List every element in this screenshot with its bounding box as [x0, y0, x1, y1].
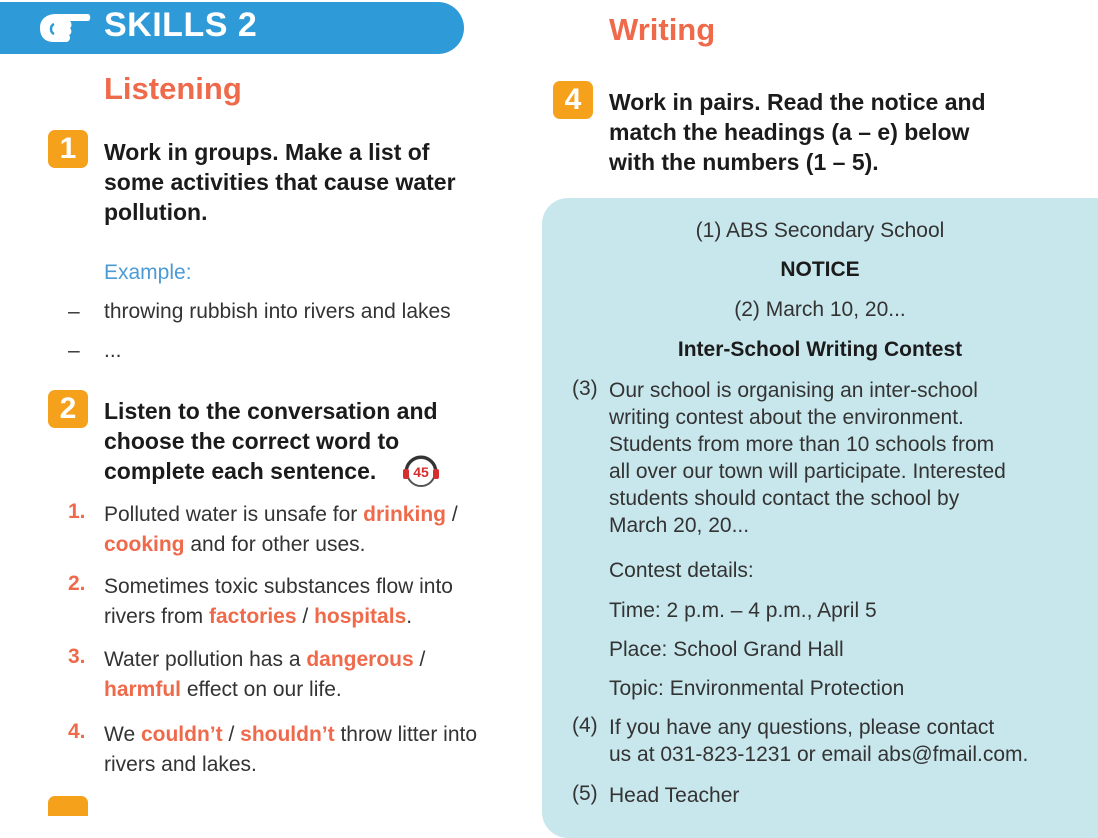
- notice-line: If you have any questions, please contact: [609, 716, 995, 739]
- option-separator: /: [222, 723, 241, 746]
- listening-heading: Listening: [104, 71, 242, 106]
- notice-line: writing contest about the environment.: [609, 406, 964, 429]
- instruction-line: complete each sentence.: [104, 458, 377, 484]
- page-title: SKILLS 2: [104, 6, 258, 44]
- sentence-text: and for other uses.: [184, 533, 366, 556]
- notice-details-label: Contest details:: [609, 559, 754, 582]
- task4-instruction: [609, 87, 986, 177]
- answer-option: couldn’t: [140, 723, 223, 746]
- list-number: 3.: [68, 645, 86, 668]
- writing-heading: Writing: [609, 12, 716, 47]
- example-label: Example:: [104, 261, 192, 284]
- instruction-line: with the numbers (1 – 5).: [609, 149, 879, 175]
- task-number-badge: 4: [553, 81, 593, 119]
- notice-title: NOTICE: [780, 258, 860, 281]
- bullet-text: ...: [104, 339, 122, 362]
- list-item: [104, 645, 524, 705]
- option-separator: /: [445, 503, 458, 526]
- sentence-text: rivers and lakes.: [104, 753, 257, 776]
- notice-date: (2) March 10, 20...: [734, 298, 906, 321]
- answer-option: factories: [209, 605, 297, 628]
- notice-contest-title: Inter-School Writing Contest: [677, 338, 963, 361]
- instruction-line: pollution.: [104, 199, 208, 225]
- task2-instruction: [104, 396, 438, 486]
- notice-line: all over our town will participate. Interested: [609, 460, 1006, 483]
- notice-para-number: (5): [572, 782, 598, 805]
- instruction-line: Work in groups. Make a list of: [104, 139, 430, 165]
- sentence-text: rivers from: [104, 605, 209, 628]
- notice-para-number: (3): [572, 377, 598, 400]
- audio-track-icon[interactable]: [400, 455, 442, 487]
- task1-instruction: [104, 137, 456, 227]
- answer-option: drinking: [363, 503, 446, 526]
- list-item: [104, 500, 524, 560]
- sentence-text: We: [104, 723, 141, 746]
- answer-option: cooking: [104, 533, 185, 556]
- instruction-line: Work in pairs. Read the notice and: [609, 89, 986, 115]
- list-number: 2.: [68, 572, 86, 595]
- bullet-dash: –: [68, 339, 80, 362]
- instruction-line: Listen to the conversation and: [104, 398, 438, 424]
- option-separator: /: [413, 648, 426, 671]
- answer-option: harmful: [104, 678, 182, 701]
- pointing-hand-icon: [36, 10, 92, 46]
- notice-line: Our school is organising an inter-school: [609, 379, 978, 402]
- notice-topic: Topic: Environmental Protection: [609, 677, 905, 700]
- list-number: 1.: [68, 500, 86, 523]
- notice-place: Place: School Grand Hall: [609, 638, 844, 661]
- bullet-text: throwing rubbish into rivers and lakes: [104, 300, 451, 323]
- notice-line: us at 031-823-1231 or email abs@fmail.com.: [609, 743, 1029, 766]
- notice-line: Students from more than 10 schools from: [609, 433, 995, 456]
- sentence-text: Sometimes toxic substances flow into: [104, 575, 453, 598]
- sentence-text: throw litter into: [334, 723, 478, 746]
- list-item: [104, 572, 524, 632]
- sentence-text: .: [406, 605, 413, 628]
- notice-line: March 20, 20...: [609, 514, 750, 537]
- instruction-line: choose the correct word to: [104, 428, 400, 454]
- answer-option: hospitals: [314, 605, 407, 628]
- sentence-text: Polluted water is unsafe for: [104, 503, 364, 526]
- sentence-text: Water pollution has a: [104, 648, 307, 671]
- answer-option: shouldn’t: [240, 723, 335, 746]
- notice-paragraph: [609, 377, 1006, 539]
- list-number: 4.: [68, 720, 86, 743]
- answer-option: dangerous: [306, 648, 414, 671]
- notice-line: students should contact the school by: [609, 487, 960, 510]
- track-number: 45: [413, 464, 429, 480]
- notice-time: Time: 2 p.m. – 4 p.m., April 5: [609, 599, 877, 622]
- instruction-line: some activities that cause water: [104, 169, 456, 195]
- notice-contact: [609, 714, 1028, 768]
- task-number-badge: 1: [48, 130, 88, 168]
- task-number-badge: 2: [48, 390, 88, 428]
- sentence-text: effect on our life.: [181, 678, 342, 701]
- list-item: [104, 720, 524, 780]
- next-task-badge: [48, 796, 88, 816]
- bullet-dash: –: [68, 300, 80, 323]
- notice-school: (1) ABS Secondary School: [695, 219, 945, 242]
- notice-signature: Head Teacher: [609, 784, 740, 807]
- instruction-line: match the headings (a – e) below: [609, 119, 970, 145]
- notice-para-number: (4): [572, 714, 598, 737]
- option-separator: /: [296, 605, 315, 628]
